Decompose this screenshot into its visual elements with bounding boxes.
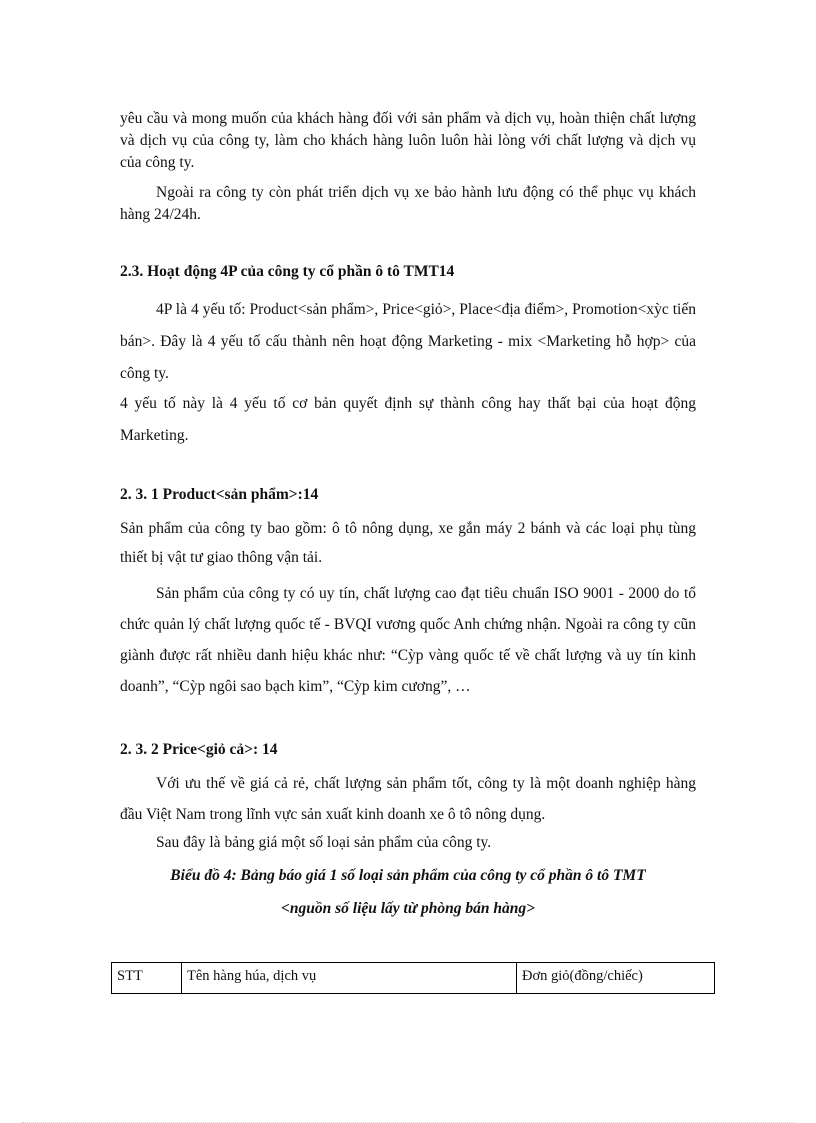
section-heading-4p: 2.3. Hoạt động 4P của công ty cổ phần ô tô TMT14 [120,263,455,280]
price-table [111,962,715,994]
table-header-product-name: Tên hàng húa, dịch vụ [182,963,517,993]
table-header-unit-price: Đơn giỏ(đồng/chiếc) [522,968,643,984]
section-heading-product: 2. 3. 1 Product<sản phẩm>:14 [120,486,319,503]
paragraph-price-table-intro: Sau đây là bảng giá một số loại sản phẩm của công ty. [156,834,492,851]
table-header-stt: STT [112,963,182,993]
paragraph-mobile-warranty: Ngoài ra công ty còn phát triển dịch vụ xe bảo hành lưu động có thể phục vụ khách hàng 24/24h. [120,184,696,223]
paragraph-product-quality: Sản phẩm của công ty có uy tín, chất lượng cao đạt tiêu chuẩn ISO 9001 - 2000 do tổ chức quản lý chất lượng quốc tế - BVQI vương quốc Anh chứng nhận. Ngoài ra công ty cũn giành được rất nhiều danh hiệu khác như: “Cỳp vàng quốc tế về chất lượng và uy tín kinh doanh”, “Cỳp ngôi sao bạch kim”, “Cỳp kim cương”, … [120,585,696,695]
paragraph-4p-importance: 4 yếu tố này là 4 yếu tố cơ bản quyết định sự thành công hay thất bại của hoạt động Marketing. [120,395,696,444]
section-heading-price: 2. 3. 2 Price<giỏ cả>: 14 [120,741,278,758]
figure-source-note: <nguồn số liệu lấy từ phòng bán hàng> [281,900,535,917]
paragraph-4p-definition: 4P là 4 yếu tố: Product<sản phẩm>, Price<giỏ>, Place<địa điểm>, Promotion<xỳc tiến bán>. Đây là 4 yếu tố cấu thành nên hoạt động Marketing - mix <Marketing hỗ hợp> của công ty. [120,301,696,382]
paragraph-price-advantage: Với ưu thế về giá cả rẻ, chất lượng sản phẩm tốt, công ty là một doanh nghiệp hàng đầu Việt Nam trong lĩnh vực sản xuất kinh doanh xe ô tô nông dụng. [120,775,696,823]
figure-caption: Biểu đồ 4: Bảng báo giá 1 số loại sản phẩm của công ty cổ phần ô tô TMT [170,867,646,884]
paragraph-customer-needs: yêu cầu và mong muốn của khách hàng đối với sản phẩm và dịch vụ, hoàn thiện chất lượng và dịch vụ của công ty, làm cho khách hàng luôn luôn hài lòng với chất lượng và dịch vụ của công ty. [120,110,696,171]
paragraph-product-range: Sản phẩm của công ty bao gồm: ô tô nông dụng, xe gắn máy 2 bánh và các loại phụ tùng thiết bị vật tư giao thông vận tải. [120,520,696,566]
